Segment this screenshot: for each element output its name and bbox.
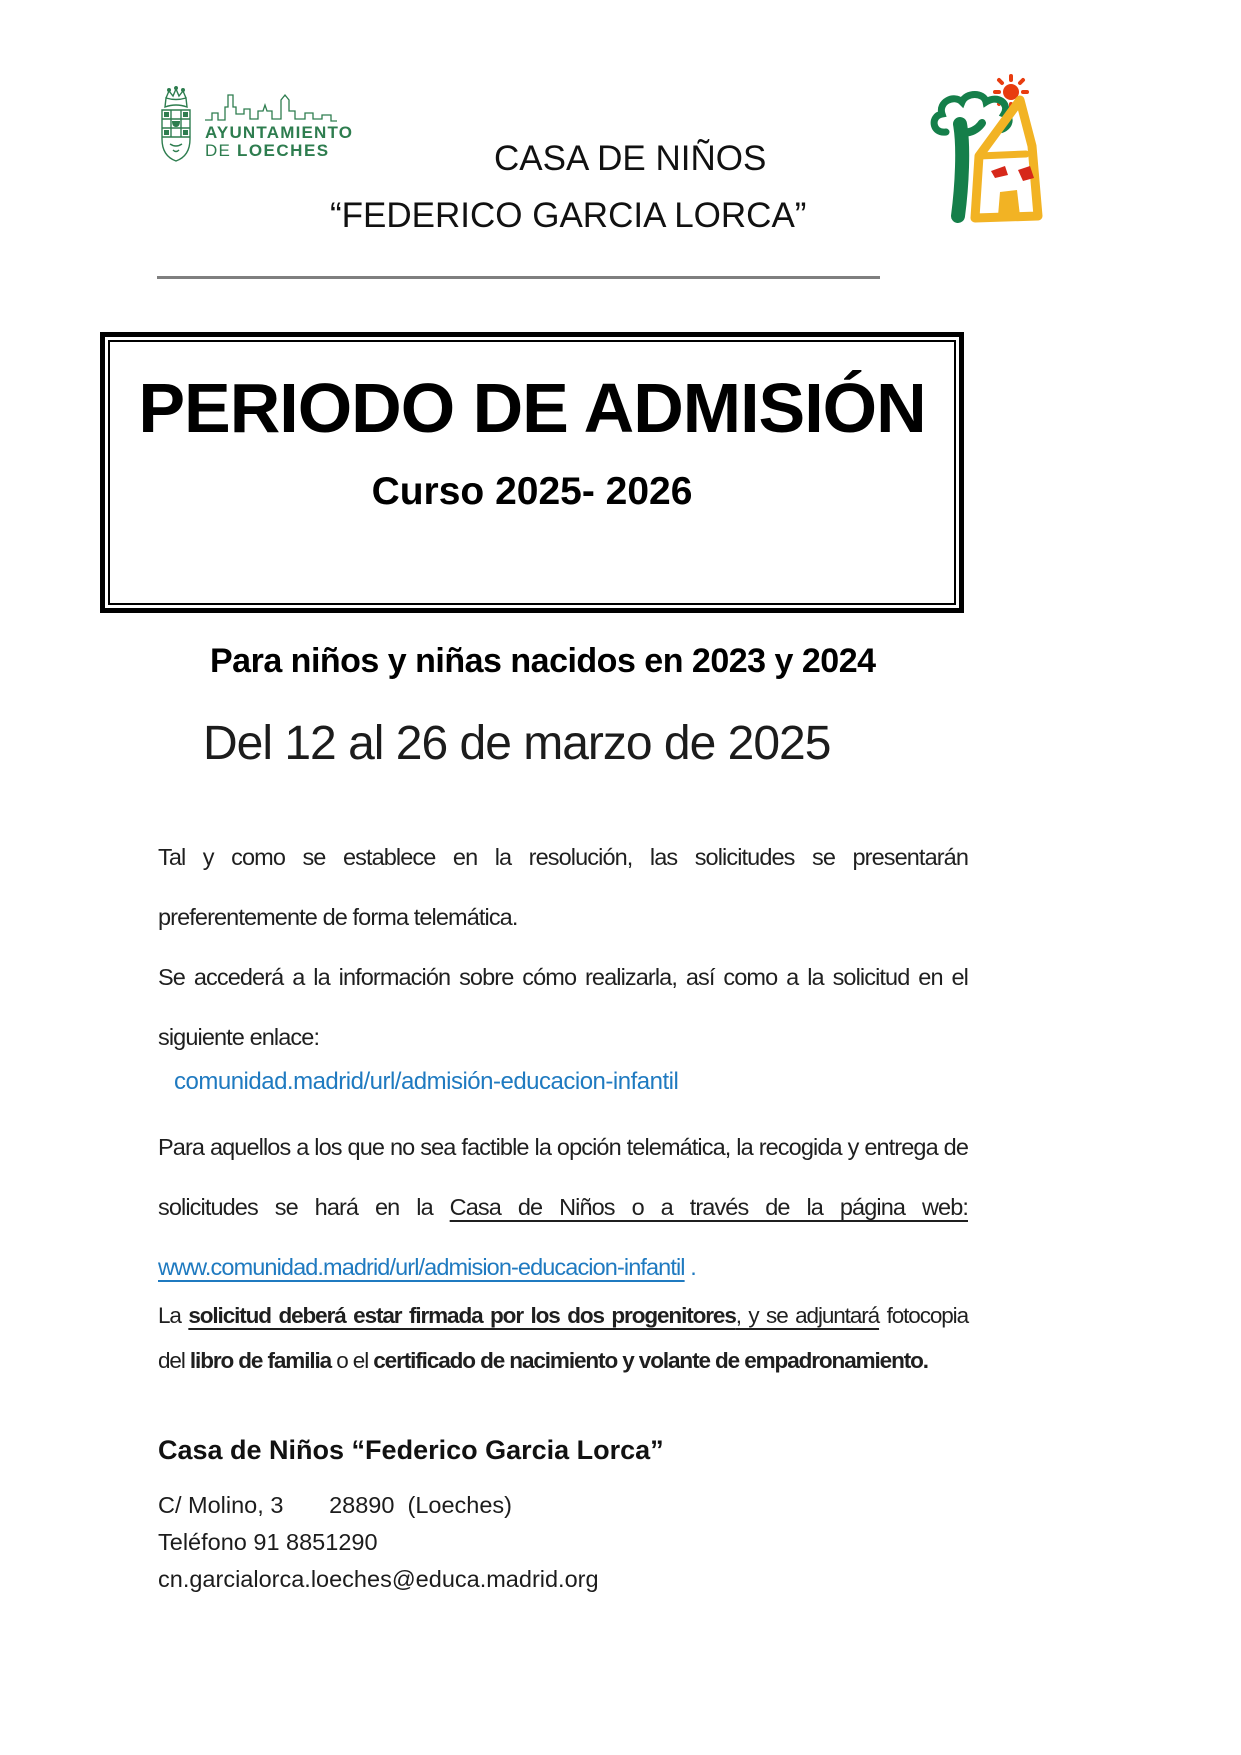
admission-period-box-inner	[108, 340, 956, 605]
casa-de-ninos-logo-icon	[898, 68, 1066, 224]
paragraph-telematica: Tal y como se establece en la resolución, las solicitudes se presentarán preferentemente de forma telemática.	[158, 844, 968, 930]
contact-phone: Teléfono 91 8851290	[158, 1529, 378, 1555]
p3-regular-text: Para aquellos a los que no sea factible la opción telemática, la recogida y entrega de solicitudes se hará en la	[158, 1134, 968, 1220]
municipality-name-line2: DE LOECHES	[205, 140, 330, 160]
municipality-name	[205, 124, 353, 160]
p3-underlined-text: Casa de Niños o a través de la página web:	[449, 1194, 968, 1220]
p4-bold-certificado: certificado de nacimiento y volante de empadronamiento.	[373, 1348, 928, 1373]
p4-regular2: fotocopia del	[158, 1303, 968, 1373]
loeches-crest-icon	[153, 86, 199, 168]
school-title-line1: CASA DE NIÑOS	[494, 139, 767, 178]
eligibility-line: Para niños y niñas nacidos en 2023 y 2024	[210, 642, 876, 680]
ayuntamiento-loeches-logo	[153, 86, 353, 168]
header-divider	[157, 276, 880, 279]
p3-link-suffix: .	[684, 1254, 696, 1280]
p4-underlined-tail: , y se adjuntará	[735, 1303, 880, 1328]
footer-school-name: Casa de Niños “Federico Garcia Lorca”	[158, 1435, 664, 1465]
course-year: Curso 2025- 2026	[371, 470, 693, 513]
contact-block	[158, 1487, 599, 1598]
date-range-line: Del 12 al 26 de marzo de 2025	[203, 717, 831, 770]
p4-bold-underlined: solicitud deberá estar firmada por los dos progenitores	[188, 1303, 736, 1328]
paragraph-opcion-no-telematica	[158, 1117, 968, 1297]
school-title-line2: “FEDERICO GARCIA LORCA”	[330, 196, 807, 235]
paragraph-requisitos-solicitud	[158, 1293, 968, 1383]
admission-link[interactable]: comunidad.madrid/url/admisión-educacion-infantil	[174, 1068, 679, 1095]
p4-regular3: o el	[331, 1348, 374, 1373]
loeches-skyline-icon	[205, 86, 337, 122]
admission-period-box	[100, 332, 964, 613]
contact-email: cn.garcialorca.loeches@educa.madrid.org	[158, 1566, 599, 1592]
admission-link-line	[174, 1068, 678, 1096]
p4-prefix: La	[158, 1303, 189, 1328]
p4-bold-libro-familia: libro de familia	[189, 1348, 332, 1373]
admission-web-link[interactable]: www.comunidad.madrid/url/admision-educacion-infantil	[158, 1254, 685, 1280]
municipality-name-line1: AYUNTAMIENTO	[205, 123, 354, 142]
admission-title: PERIODO DE ADMISIÓN	[138, 369, 926, 447]
paragraph-acceso-informacion: Se accederá a la información sobre cómo realizarla, así como a la solicitud en el siguiente enlace:	[158, 964, 968, 1050]
contact-address: C/ Molino, 3 28890 (Loeches)	[158, 1492, 512, 1518]
